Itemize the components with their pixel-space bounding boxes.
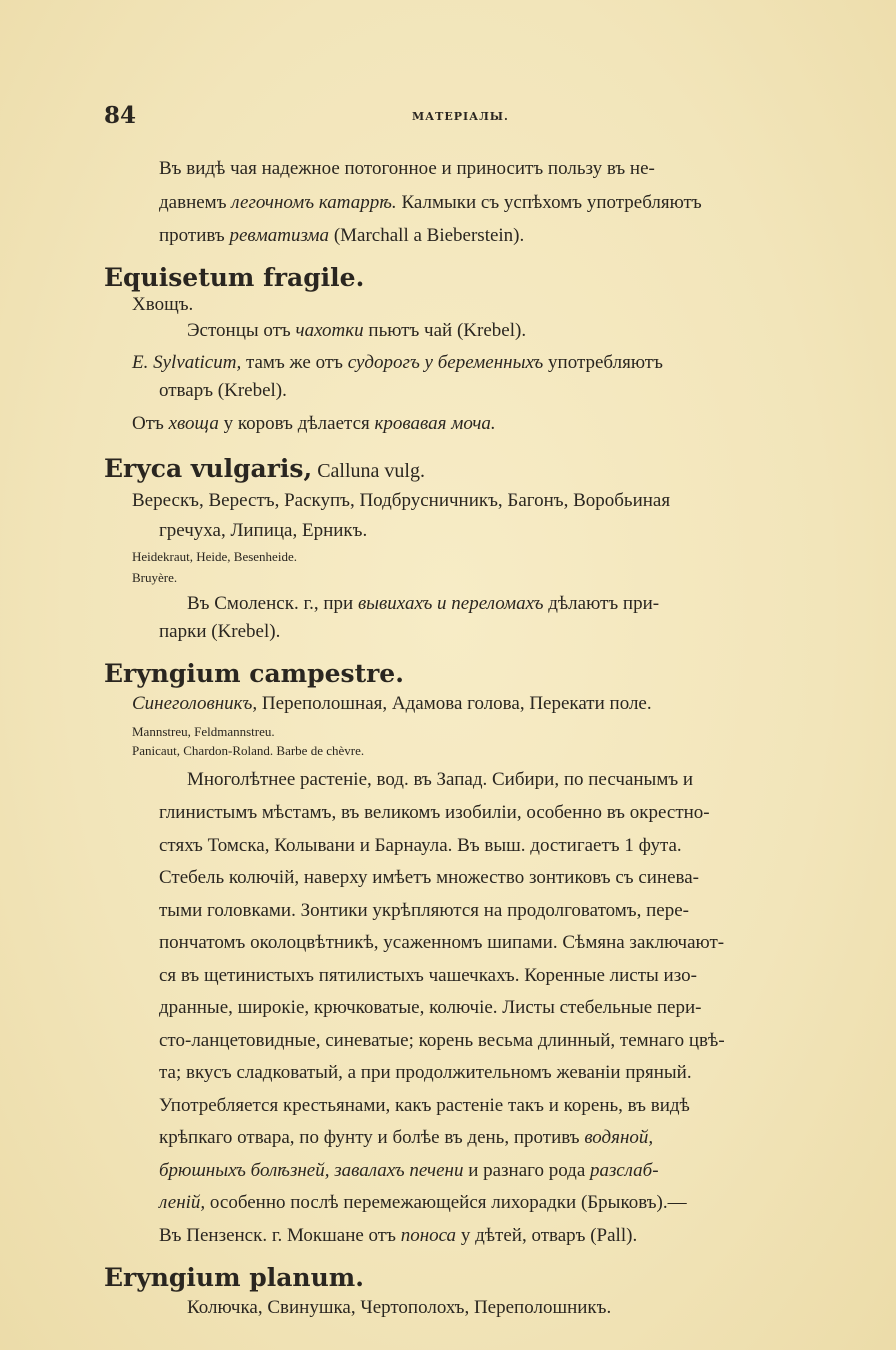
running-head: МАТЕРІАЛЫ. xyxy=(412,110,509,123)
text-line: Многолѣтнее растеніе, вод. въ Запад. Сибири, по песчанымъ и xyxy=(187,769,694,790)
foreign-names: Panicaut, Chardon-Roland. Barbe de chèvre. xyxy=(132,743,365,758)
entry-heading: Eryngium campestre. xyxy=(104,659,404,688)
text-line: парки (Krebel). xyxy=(159,621,281,642)
text-line: Синеголовникъ, Переполошная, Адамова голова, Перекати поле. xyxy=(132,693,652,714)
text-line: Колючка, Свинушка, Чертополохъ, Переполошникъ. xyxy=(187,1297,612,1318)
foreign-names: Bruyère. xyxy=(132,570,178,585)
entry-heading: Eryngium planum. xyxy=(104,1263,364,1292)
text-line: тыми головками. Зонтики укрѣпляются на продолговатомъ, пере- xyxy=(159,900,689,921)
text-line: Употребляется крестьянами, какъ растеніе такъ и корень, въ видѣ xyxy=(159,1095,690,1116)
page-number: 84 xyxy=(104,102,137,129)
text-line: Въ видѣ чая надежное потогонное и приноситъ пользу въ не- xyxy=(159,158,655,179)
text-line: Отъ хвоща у коровъ дѣлается кровавая моча. xyxy=(132,413,496,434)
text-line: та; вкусъ сладковатый, а при продолжительномъ жеваніи пряный. xyxy=(159,1062,692,1083)
text-line: Хвощъ. xyxy=(132,294,194,315)
text-line: Эстонцы отъ чахотки пьютъ чай (Krebel). xyxy=(187,320,527,341)
entry-heading: Equisetum fragile. xyxy=(104,263,365,292)
text-line: пончатомъ околоцвѣтникѣ, усаженномъ шипами. Сѣмяна заключают- xyxy=(159,932,725,953)
text-line: Стебель колючій, наверху имѣетъ множество зонтиковъ съ синева- xyxy=(159,867,700,888)
text-line: Въ Смоленск. г., при вывихахъ и переломахъ дѣлаютъ при- xyxy=(187,593,660,614)
text-line: сто-ланцетовидные, синеватые; корень весьма длинный, темнаго цвѣ- xyxy=(159,1030,725,1051)
foreign-names: Heidekraut, Heide, Besenheide. xyxy=(132,549,297,564)
text-line: Въ Пензенск. г. Мокшане отъ поноса у дѣтей, отваръ (Pall). xyxy=(159,1225,638,1246)
text-line: дранные, широкіе, крючковатые, колючіе. Листы стебельные пери- xyxy=(159,997,702,1018)
text-line: ся въ щетинистыхъ пятилистыхъ чашечкахъ. Коренные листы изо- xyxy=(159,965,697,986)
text-line: глинистымъ мѣстамъ, въ великомъ изобиліи, особенно въ окрестно- xyxy=(159,802,710,823)
entry-heading: Eryca vulgaris, Calluna vulg. xyxy=(104,454,425,483)
foreign-names: Mannstreu, Feldmannstreu. xyxy=(132,724,275,739)
text-line: крѣпкаго отвара, по фунту и болѣе въ день, противъ водяной, xyxy=(159,1127,654,1148)
text-line: давнемъ легочномъ катаррѣ. Калмыки съ успѣхомъ употребляютъ xyxy=(159,192,702,213)
text-line: гречуха, Липица, Ерникъ. xyxy=(159,520,368,541)
text-line: противъ ревматизма (Marchall a Bieberstein). xyxy=(159,225,525,246)
text-line: леній, особенно послѣ перемежающейся лихорадки (Брыковъ).— xyxy=(159,1192,687,1213)
text-line: стяхъ Томска, Колывани и Барнаула. Въ выш. достигаетъ 1 фута. xyxy=(159,835,682,856)
text-line: отваръ (Krebel). xyxy=(159,380,287,401)
text-line: Верескъ, Верестъ, Раскупъ, Подбрусничникъ, Багонъ, Воробьиная xyxy=(132,490,671,511)
text-line: брюшныхъ болѣзней, завалахъ печени и разнаго рода разслаб- xyxy=(159,1160,659,1181)
text-line: E. Sylvaticum, тамъ же отъ судорогъ у беременныхъ употребляютъ xyxy=(132,352,663,373)
